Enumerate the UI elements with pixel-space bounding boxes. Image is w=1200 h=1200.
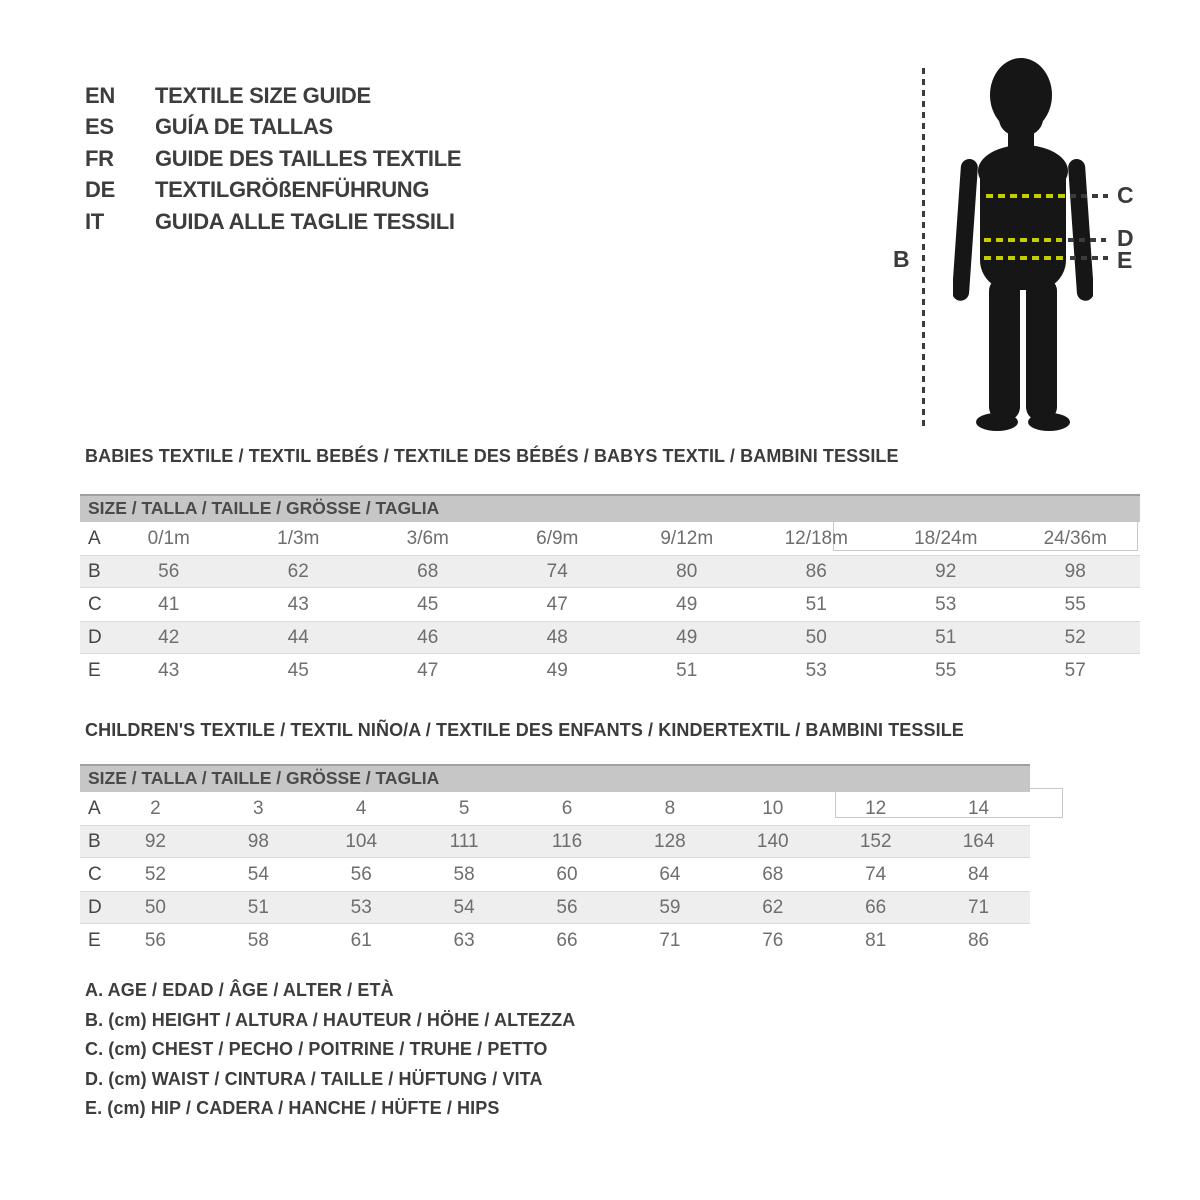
page-title: TEXTILE SIZE GUIDE xyxy=(155,82,371,108)
table-cell: 62 xyxy=(762,896,784,918)
table-cell: 111 xyxy=(449,830,479,852)
table-cell: 3/6m xyxy=(406,527,449,549)
title-row-de xyxy=(85,175,461,207)
table-cell: 12/18m xyxy=(784,527,848,549)
row-label: A xyxy=(88,527,101,549)
table-cell: 14 xyxy=(967,797,990,819)
table-cell: 6 xyxy=(561,797,573,819)
table-cell: 3 xyxy=(253,797,264,819)
table-cell: 47 xyxy=(417,659,439,681)
table-cell: 53 xyxy=(805,659,827,681)
table-cell: 74 xyxy=(546,560,568,582)
table-cell: 45 xyxy=(417,593,439,615)
table-cell: 66 xyxy=(865,896,887,918)
height-measure-label: B xyxy=(893,246,910,272)
table-cell: 18/24m xyxy=(914,527,978,549)
table-cell: 104 xyxy=(345,830,378,852)
table-cell: 50 xyxy=(805,626,827,648)
table-cell: 66 xyxy=(556,929,578,951)
table-cell: 140 xyxy=(756,830,789,852)
table-cell: 60 xyxy=(556,863,578,885)
page-title: GUIDE DES TAILLES TEXTILE xyxy=(155,145,462,171)
table-cell: 58 xyxy=(247,929,269,951)
table-cell: 4 xyxy=(355,797,367,819)
waist-leader-line xyxy=(1068,238,1106,242)
table-cell: 64 xyxy=(659,863,681,885)
table-cell: 152 xyxy=(859,830,892,852)
table-cell: 45 xyxy=(287,659,309,681)
height-dashed-line xyxy=(922,68,925,430)
table-row-D xyxy=(80,621,1140,654)
table-cell: 48 xyxy=(546,626,568,648)
table-row-D xyxy=(80,891,1030,924)
table-cell: 68 xyxy=(762,863,784,885)
legend-line-chest: C. (cm) CHEST / PECHO / POITRINE / TRUHE / PETTO xyxy=(85,1039,548,1060)
table-cell: 51 xyxy=(935,626,957,648)
table-cell: 71 xyxy=(659,929,681,951)
table-cell: 116 xyxy=(551,830,583,852)
children-section-heading: CHILDREN'S TEXTILE / TEXTIL NIÑO/A / TEXTILE DES ENFANTS / KINDERTEXTIL / BAMBINI TESSILE xyxy=(85,720,964,740)
lang-code: FR xyxy=(85,145,114,171)
table-cell: 128 xyxy=(654,830,686,852)
chest-measure-label: C xyxy=(1117,182,1134,208)
table-cell: 0/1m xyxy=(147,527,190,549)
table-cell: 42 xyxy=(158,626,180,648)
table-cell: 86 xyxy=(805,560,827,582)
table-cell: 53 xyxy=(350,896,372,918)
table-cell: 50 xyxy=(144,896,166,918)
lang-code: EN xyxy=(85,82,115,108)
table-cell: 49 xyxy=(676,593,698,615)
title-row-fr xyxy=(85,143,461,175)
hip-measure-label: E xyxy=(1117,247,1133,273)
table-cell: 49 xyxy=(546,659,568,681)
table-cell: 51 xyxy=(247,896,269,918)
title-block xyxy=(85,80,461,238)
size-header-bar: SIZE / TALLA / TAILLE / GRÖSSE / TAGLIA xyxy=(80,764,1030,792)
table-cell: 71 xyxy=(967,896,990,918)
table-cell: 55 xyxy=(1064,593,1086,615)
table-cell: 58 xyxy=(453,863,475,885)
lang-code: DE xyxy=(85,177,115,203)
chest-dashed-line xyxy=(986,194,1066,198)
table-cell: 6/9m xyxy=(536,527,579,549)
size-header-bar: SIZE / TALLA / TAILLE / GRÖSSE / TAGLIA xyxy=(80,494,1140,522)
table-cell: 56 xyxy=(144,929,166,951)
table-cell: 62 xyxy=(287,560,309,582)
hip-leader-line xyxy=(1070,256,1108,260)
table-row-E xyxy=(80,924,1030,957)
table-cell: 24/36m xyxy=(1043,527,1107,549)
table-cell: 2 xyxy=(150,797,161,819)
table-cell: 55 xyxy=(935,659,957,681)
table-cell: 52 xyxy=(144,863,166,885)
table-row-A xyxy=(80,792,1030,825)
table-cell: 52 xyxy=(1064,626,1086,648)
page-title: TEXTILGRÖßENFÜHRUNG xyxy=(155,177,430,203)
table-cell: 76 xyxy=(762,929,784,951)
table-cell: 98 xyxy=(247,830,269,852)
row-label: D xyxy=(88,896,102,918)
legend-line-waist: D. (cm) WAIST / CINTURA / TAILLE / HÜFTUNG / VITA xyxy=(85,1068,543,1089)
table-row-B xyxy=(80,825,1030,858)
hip-dashed-line xyxy=(984,256,1066,260)
table-row-E xyxy=(80,654,1140,687)
table-cell: 98 xyxy=(1064,560,1086,582)
table-cell: 9/12m xyxy=(660,527,714,549)
table-rows xyxy=(80,522,1140,687)
page-title: GUÍA DE TALLAS xyxy=(155,114,333,140)
waist-measure-label: D xyxy=(1117,225,1134,251)
table-cell: 5 xyxy=(458,797,470,819)
table-cell: 43 xyxy=(287,593,309,615)
table-cell: 56 xyxy=(158,560,180,582)
legend-line-height: B. (cm) HEIGHT / ALTURA / HAUTEUR / HÖHE / ALTEZZA xyxy=(85,1009,576,1030)
lang-code: IT xyxy=(85,208,104,234)
table-cell: 164 xyxy=(962,830,995,852)
table-cell: 44 xyxy=(287,626,309,648)
children-size-table xyxy=(80,764,1030,957)
table-cell: 57 xyxy=(1064,659,1086,681)
lang-code: ES xyxy=(85,114,114,140)
title-row-en xyxy=(85,80,461,112)
table-row-C xyxy=(80,858,1030,891)
table-cell: 74 xyxy=(865,863,887,885)
table-row-C xyxy=(80,588,1140,621)
table-cell: 41 xyxy=(158,593,180,615)
babies-section-heading: BABIES TEXTILE / TEXTIL BEBÉS / TEXTILE DES BÉBÉS / BABYS TEXTIL / BAMBINI TESSILE xyxy=(85,446,899,466)
table-cell: 86 xyxy=(967,929,990,951)
table-cell: 8 xyxy=(664,797,676,819)
table-cell: 80 xyxy=(676,560,698,582)
table-cell: 1/3m xyxy=(277,527,320,549)
table-cell: 63 xyxy=(453,929,475,951)
row-label: C xyxy=(88,593,102,615)
table-cell: 68 xyxy=(417,560,439,582)
table-row-A xyxy=(80,522,1140,555)
table-cell: 61 xyxy=(350,929,372,951)
table-cell: 49 xyxy=(676,626,698,648)
legend-line-hip: E. (cm) HIP / CADERA / HANCHE / HÜFTE / HIPS xyxy=(85,1098,500,1119)
table-cell: 56 xyxy=(350,863,372,885)
table-cell: 43 xyxy=(158,659,180,681)
row-label: B xyxy=(88,560,101,582)
row-label: C xyxy=(88,863,102,885)
table-cell: 10 xyxy=(762,797,784,819)
row-label: B xyxy=(88,830,101,852)
title-row-it xyxy=(85,206,461,238)
table-cell: 92 xyxy=(935,560,957,582)
table-rows xyxy=(80,792,1030,957)
row-label: E xyxy=(88,929,101,951)
table-cell: 46 xyxy=(417,626,439,648)
babies-size-table xyxy=(80,494,1140,687)
table-cell: 81 xyxy=(865,929,887,951)
row-label: D xyxy=(88,626,102,648)
table-cell: 53 xyxy=(935,593,957,615)
table-cell: 92 xyxy=(144,830,166,852)
table-cell: 56 xyxy=(556,896,578,918)
table-cell: 51 xyxy=(805,593,827,615)
table-row-B xyxy=(80,555,1140,588)
table-cell: 84 xyxy=(967,863,990,885)
row-label: E xyxy=(88,659,101,681)
waist-dashed-line xyxy=(984,238,1062,242)
page-title: GUIDA ALLE TAGLIE TESSILI xyxy=(155,208,455,234)
legend-line-age: A. AGE / EDAD / ÂGE / ALTER / ETÀ xyxy=(85,980,394,1001)
table-cell: 54 xyxy=(453,896,475,918)
table-cell: 51 xyxy=(676,659,698,681)
child-silhouette-icon xyxy=(953,55,1093,435)
table-cell: 59 xyxy=(659,896,681,918)
table-cell: 47 xyxy=(546,593,568,615)
measurement-legend xyxy=(85,976,575,1124)
row-label: A xyxy=(88,797,101,819)
title-row-es xyxy=(85,112,461,144)
table-cell: 54 xyxy=(247,863,269,885)
table-cell: 12 xyxy=(865,797,887,819)
chest-leader-line xyxy=(1070,194,1108,198)
